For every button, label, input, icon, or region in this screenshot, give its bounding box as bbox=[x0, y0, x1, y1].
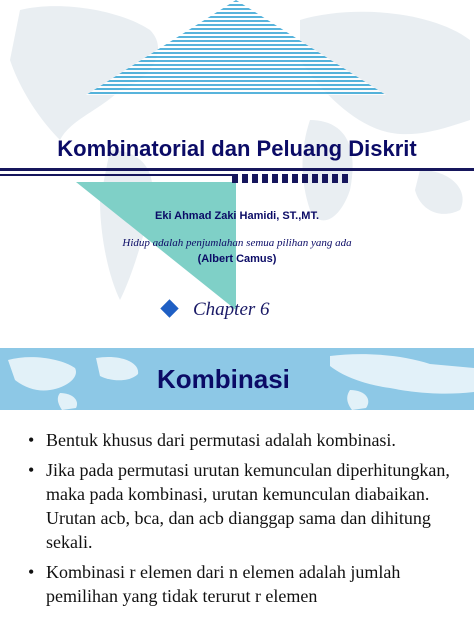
list-item bbox=[28, 428, 468, 452]
bullet-text: Kombinasi r elemen dari n elemen adalah jumlah pemilihan yang tidak terurut r elemen bbox=[46, 562, 401, 606]
chapter-label: Chapter 6 bbox=[193, 299, 270, 320]
slide-title: Kombinasi bbox=[157, 364, 290, 394]
bullet-text: Jika pada permutasi urutan kemunculan diperhitungkan, maka pada kombinasi, urutan kemunculan diabaikan. Urutan acb, bca, dan acb dianggap sama dan dihitung sekali. bbox=[46, 460, 450, 552]
bullet-icon: • bbox=[28, 460, 35, 480]
bullet-text: Bentuk khusus dari permutasi adalah kombinasi. bbox=[46, 430, 396, 450]
list-item bbox=[28, 458, 468, 554]
quote-author: (Albert Camus) bbox=[197, 253, 277, 265]
content-slide bbox=[0, 348, 474, 632]
bullet-list bbox=[28, 428, 468, 614]
slide-title: Kombinatorial dan Peluang Diskrit bbox=[57, 136, 417, 161]
divider-ticks bbox=[232, 174, 352, 183]
title-banner bbox=[0, 348, 474, 410]
author-name: Eki Ahmad Zaki Hamidi, ST.,MT. bbox=[154, 210, 320, 222]
list-item bbox=[28, 560, 468, 608]
bullet-icon: • bbox=[28, 430, 35, 450]
title-divider-thin bbox=[0, 174, 232, 176]
bullet-icon: • bbox=[28, 562, 35, 582]
title-divider bbox=[0, 168, 474, 171]
quote-text: Hidup adalah penjumlahan semua pilihan yang ada bbox=[122, 237, 352, 249]
